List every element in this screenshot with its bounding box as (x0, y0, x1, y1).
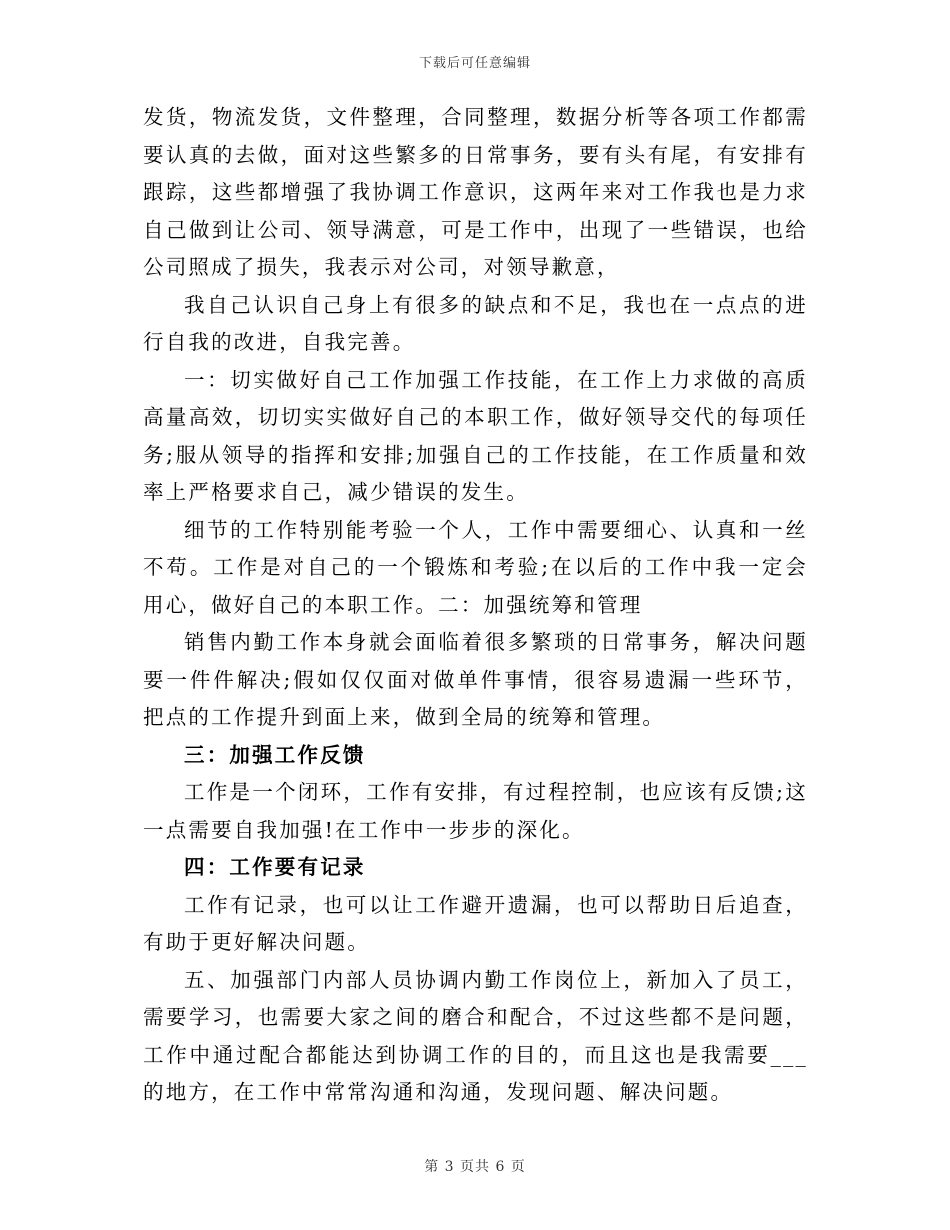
section-heading: 三：加强工作反馈 (184, 742, 366, 767)
paragraph: 一：切实做好自己工作加强工作技能，在工作上力求做的高质高量高效，切切实实做好自己的本职工作，做好领导交代的每项任务;服从领导的指挥和安排;加强自己的工作技能，在工作质量和效率上严格要求自己，减少错误的发生。 (143, 367, 808, 504)
paragraph: 我自己认识自己身上有很多的缺点和不足，我也在一点点的进行自我的改进，自我完善。 (143, 292, 808, 354)
paragraph: 销售内勤工作本身就会面临着很多繁琐的日常事务，解决问题要一件件解决;假如仅仅面对做单件事情，很容易遗漏一些环节，把点的工作提升到面上来，做到全局的统筹和管理。 (143, 630, 808, 729)
paragraph: 发货，物流发货，文件整理，合同整理，数据分析等各项工作都需要认真的去做，面对这些繁多的日常事务，要有头有尾，有安排有跟踪，这些都增强了我协调工作意识，这两年来对工作我也是力求自己做到让公司、领导满意，可是工作中，出现了一些错误，也给公司照成了损失，我表示对公司，对领导歉意， (143, 105, 808, 279)
document-body (143, 99, 808, 1112)
paragraph: 工作有记录，也可以让工作避开遗漏，也可以帮助日后追查，有助于更好解决问题。 (143, 892, 808, 954)
paragraph: 细节的工作特别能考验一个人，工作中需要细心、认真和一丝不苟。工作是对自己的一个锻炼和考验;在以后的工作中我一定会用心，做好自己的本职工作。二：加强统筹和管理 (143, 517, 808, 617)
page-header: 下载后可任意编辑 (418, 56, 531, 71)
page-footer: 第 3 页共 6 页 (424, 1159, 526, 1175)
section-heading: 四：工作要有记录 (184, 855, 366, 879)
paragraph: 工作是一个闭环，工作有安排，有过程控制，也应该有反馈;这一点需要自我加强!在工作中一步步的深化。 (143, 780, 808, 842)
paragraph: 五、加强部门内部人员协调内勤工作岗位上，新加入了员工，需要学习，也需要大家之间的磨合和配合，不过这些都不是问题，工作中通过配合都能达到协调工作的目的，而且这也是我需要___的地方，在工作中常常沟通和沟通，发现问题、解决问题。 (143, 967, 808, 1104)
